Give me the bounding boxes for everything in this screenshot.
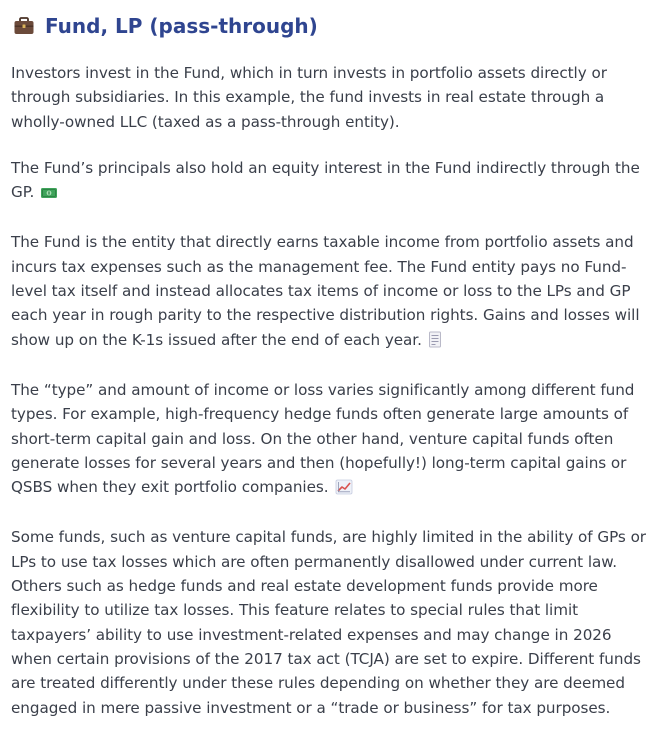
paragraph-4-text: The “type” and amount of income or loss varies significantly among different fund types. For example, high-frequency hedge funds often generate large amounts of short-term capital gain and loss. On the other hand, venture capital funds often generate losses for several years and then (hopefully!) long-term capital gains or QSBS when they exit portfolio companies. [11,380,635,497]
paragraph-1-text: Investors invest in the Fund, which in turn invests in portfolio assets directly or through subsidiaries. In this example, the fund invests in real estate through a wholly-owned LLC (taxed as a pass-through entity). [11,64,607,131]
chart-increasing-icon [335,478,353,502]
briefcase-icon [13,15,35,37]
paragraph-5 [11,525,656,719]
paragraph-4 [11,378,656,502]
paragraph-2 [11,156,656,208]
money-icon [40,183,58,207]
paragraph-3-text: The Fund is the entity that directly earns taxable income from portfolio assets and incurs tax expenses such as the management fee. The Fund entity pays no Fund-level tax itself and instead allocates tax items of income or loss to the LPs and GP each year in rough parity to the respective distribution rights. Gains and losses will show up on the K-1s issued after the end of each year. [11,233,640,349]
paragraph-3 [11,230,656,354]
paragraph-5-text: Some funds, such as venture capital funds, are highly limited in the ability of GPs or LPs to use tax losses which are often permanently disallowed under current law. Others such as hedge funds and real estate development funds provide more flexibility to utilize tax losses. This feature relates to special rules that limit taxpayers’ ability to use investment-related expenses and may change in 2026 when certain provisions of the 2017 tax act (TCJA) are set to expire. Different funds are treated differently under these rules depending on whether they are deemed engaged in mere passive investment or a “trade or business” for tax purposes. [11,528,647,717]
paragraph-2-text: The Fund’s principals also hold an equity interest in the Fund indirectly through the GP. [11,158,640,202]
title-row [11,0,656,52]
document-icon [428,331,442,355]
page-title: Fund, LP (pass-through) [45,14,318,38]
paragraph-1 [11,61,656,134]
